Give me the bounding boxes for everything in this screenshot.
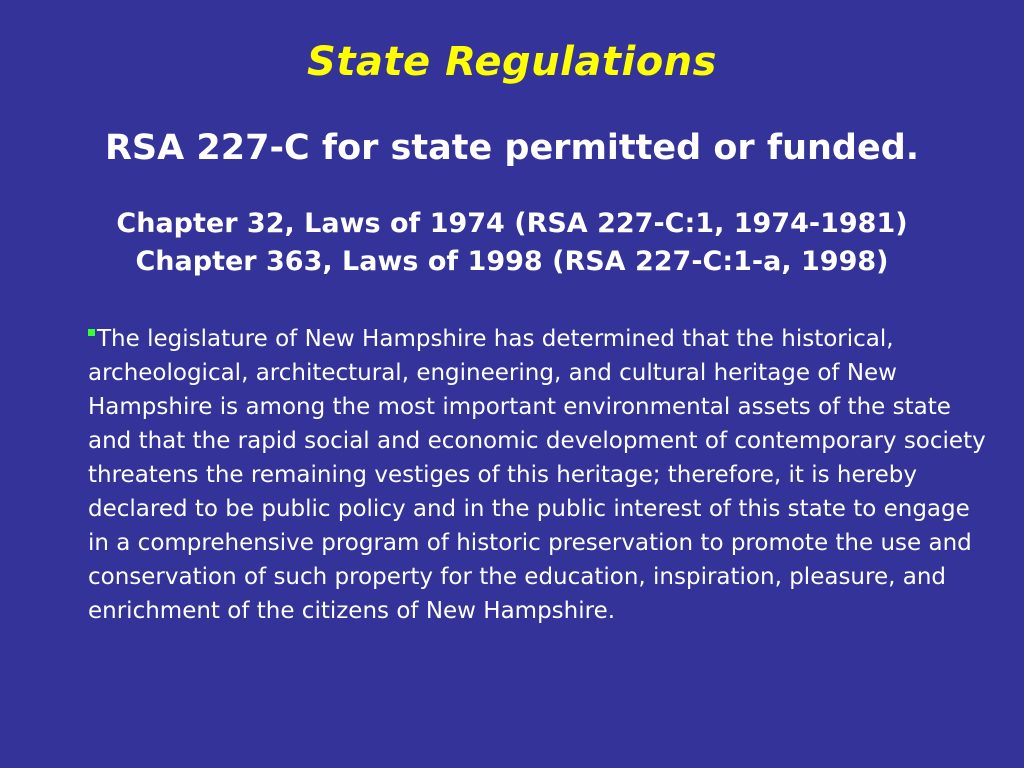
square-bullet-icon	[88, 329, 95, 336]
chapter-line-1998: Chapter 363, Laws of 1998 (RSA 227-C:1-a, 1998)	[135, 246, 889, 277]
slide-subtitle: RSA 227-C for state permitted or funded.	[104, 128, 920, 168]
chapter-line-1974: Chapter 32, Laws of 1974 (RSA 227-C:1, 1974-1981)	[116, 208, 908, 239]
slide-title: State Regulations	[307, 39, 717, 85]
bullet-text: The legislature of New Hampshire has determined that the historical, archeological, architectural, engineering, and cultural heritage of New Hampshire is among the most important environmental assets of the state and that the rapid social and economic development of contemporary society threatens the remaining vestiges of this heritage; therefore, it is hereby declared to be public policy and in the public interest of this state to engage in a comprehensive program of historic preservation to promote the use and conservation of such property for the education, inspiration, pleasure, and enrichment of the citizens of New Hampshire.	[88, 326, 986, 624]
chapter-references	[0, 205, 1024, 281]
bullet-paragraph	[88, 322, 988, 628]
